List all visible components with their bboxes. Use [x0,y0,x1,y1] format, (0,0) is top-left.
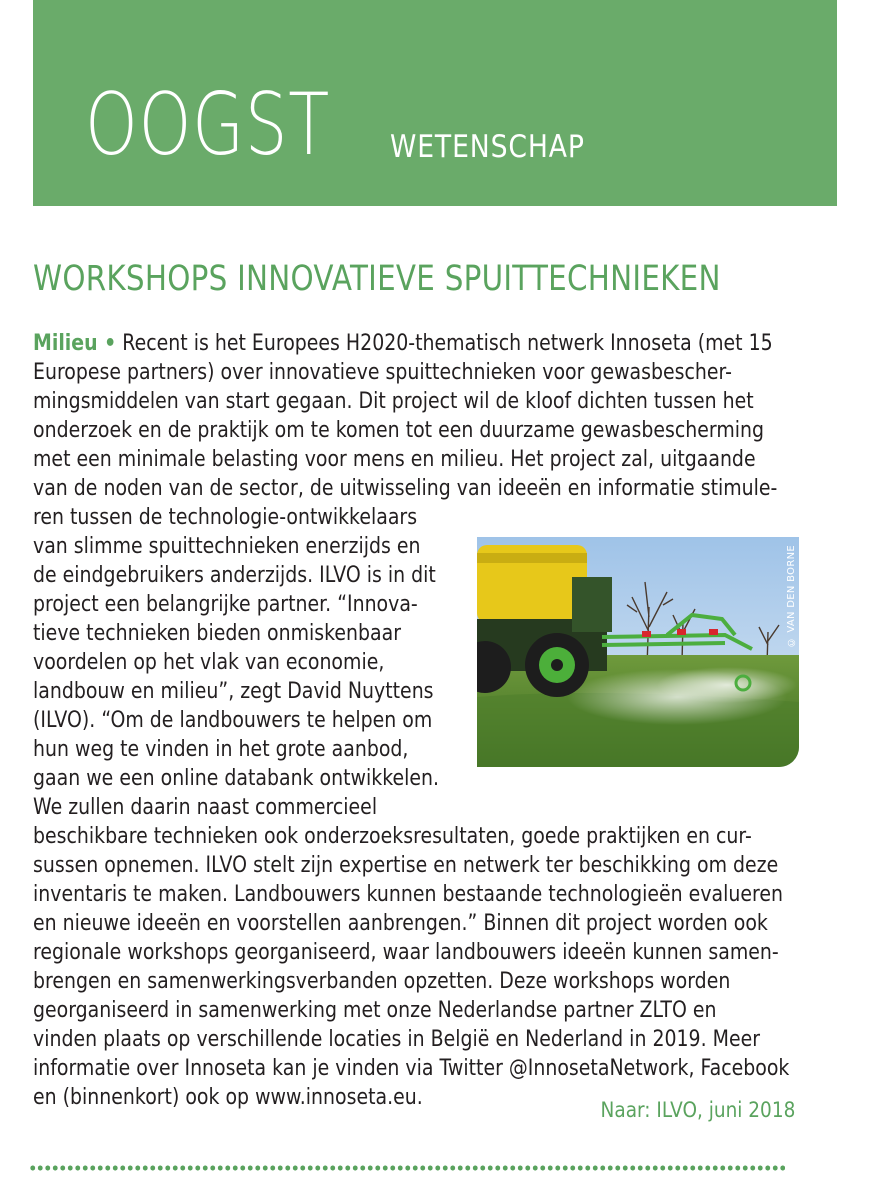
body-line: Europese partners) over innovatieve spuittechnieken voor gewasbescher- [33,360,732,385]
body-line: beschikbare technieken ook onderzoeksresultaten, goede praktijken en cur- [33,824,752,849]
body-line: project een belangrijke partner. “Innova- [33,592,418,617]
body-line: (ILVO). “Om de landbouwers te helpen om [33,708,433,733]
body-line: de eindgebruikers anderzijds. ILVO is in dit [33,563,436,588]
body-line: informatie over Innoseta kan je vinden via Twitter @InnosetaNetwork, Facebook [33,1056,790,1081]
body-line: inventaris te maken. Landbouwers kunnen bestaande technologieën evalueren [33,882,784,907]
sprayer-photo [477,537,799,767]
photo-credit: © VAN DEN BORNE [786,545,797,648]
lead-label: Milieu • [33,331,117,356]
magazine-title: OOGST [85,75,331,175]
body-line: en (binnenkort) ook op www.innoseta.eu. [33,1085,423,1110]
source-attribution: Naar: ILVO, juni 2018 [600,1098,795,1122]
section-label: WETENSCHAP [390,129,585,165]
article-headline: WORKSHOPS INNOVATIEVE SPUITTECHNIEKEN [33,259,721,299]
header-banner [33,0,837,206]
body-line: van de noden van de sector, de uitwisseling van ideeën en informatie stimule- [33,476,778,501]
body-line: hun weg te vinden in het grote aanbod, [33,737,409,762]
body-line: tieve technieken bieden onmiskenbaar [33,621,401,646]
body-line: met een minimale belasting voor mens en milieu. Het project zal, uitgaande [33,447,756,472]
body-line: georganiseerd in samenwerking met onze Nederlandse partner ZLTO en [33,998,717,1023]
body-line: voordelen op het vlak van economie, [33,650,385,675]
body-line: sussen opnemen. ILVO stelt zijn expertise en netwerk ter beschikking om deze [33,853,779,878]
body-line: regionale workshops georganiseerd, waar landbouwers ideeën kunnen samen- [33,940,779,965]
body-line: onderzoek en de praktijk om te komen tot een duurzame gewasbescherming [33,418,765,443]
body-line: en nieuwe ideeën en voorstellen aanbrengen.” Binnen dit project worden ook [33,911,768,936]
body-line: landbouw en milieu”, zegt David Nuyttens [33,679,434,704]
body-line: We zullen daarin naast commercieel [33,795,378,820]
body-line: Milieu • Recent is het Europees H2020-thematisch netwerk Innoseta (met 15 [33,331,773,356]
tractor-sprayer-illustration [477,537,799,767]
body-line: ren tussen de technologie-ontwikkelaars [33,505,418,530]
body-line: mingsmiddelen van start gegaan. Dit project wil de kloof dichten tussen het [33,389,754,414]
body-line: gaan we een online databank ontwikkelen. [33,766,440,791]
body-line: van slimme spuittechnieken enerzijds en [33,534,421,559]
body-line: vinden plaats op verschillende locaties in België en Nederland in 2019. Meer [33,1027,761,1052]
body-line: brengen en samenwerkingsverbanden opzetten. Deze workshops worden [33,969,731,994]
dotted-divider [29,1164,785,1172]
